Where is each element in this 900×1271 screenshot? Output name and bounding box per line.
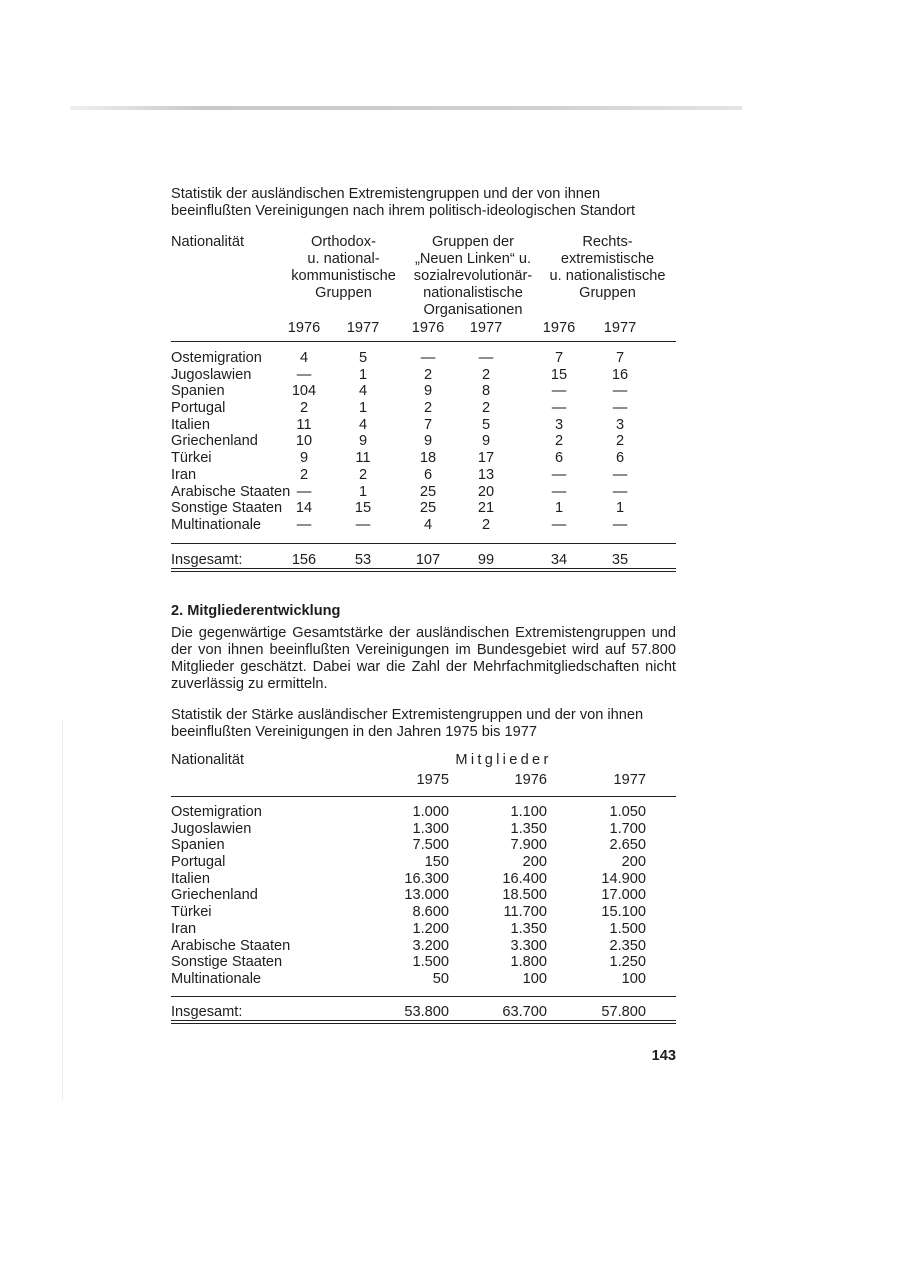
group-header-line: kommunistische bbox=[291, 268, 396, 284]
table-cell: 9 bbox=[423, 383, 433, 400]
group-header-line: Gruppen der bbox=[432, 234, 514, 250]
row-nationality: Portugal bbox=[171, 854, 226, 871]
group-header-line: nationalistische bbox=[423, 285, 523, 301]
table-cell: 9 bbox=[358, 433, 368, 450]
table-cell: — bbox=[612, 466, 628, 483]
group-header-line: Orthodox- bbox=[311, 234, 376, 250]
table-cell: 14 bbox=[295, 500, 313, 517]
table-cell: 16.300 bbox=[404, 870, 449, 887]
table-cell: 2 bbox=[481, 400, 491, 417]
table-cell: — bbox=[296, 366, 312, 383]
double-rule bbox=[171, 568, 676, 572]
year-header: 1977 bbox=[603, 320, 637, 336]
table-cell: 10 bbox=[295, 433, 313, 450]
year-header: 1975 bbox=[416, 772, 449, 788]
table-row bbox=[171, 921, 676, 938]
row-nationality: Arabische Staaten bbox=[171, 937, 291, 954]
table-cell: 11 bbox=[296, 416, 312, 433]
table-row bbox=[171, 350, 676, 367]
table-cell: 5 bbox=[481, 416, 491, 433]
table-cell: 3.300 bbox=[510, 937, 547, 954]
table-cell: 2.650 bbox=[609, 837, 646, 854]
table-cell: 1 bbox=[358, 483, 368, 500]
year-header: 1976 bbox=[287, 320, 321, 336]
row-nationality: Multinationale bbox=[171, 970, 262, 987]
table-cell: 6 bbox=[554, 450, 564, 467]
table-row bbox=[171, 450, 676, 467]
table-cell: 150 bbox=[424, 854, 449, 871]
group-header-line: extremistische bbox=[560, 251, 655, 267]
table-cell: — bbox=[355, 516, 371, 533]
table-cell: 20 bbox=[477, 483, 495, 500]
table-cell: 7 bbox=[615, 350, 625, 366]
year-header: 1977 bbox=[613, 772, 646, 788]
section-title: 2. Mitgliederentwicklung bbox=[171, 603, 341, 619]
table-cell: 5 bbox=[358, 350, 368, 366]
table-cell: 1.200 bbox=[412, 920, 449, 937]
group-header-communist bbox=[281, 234, 406, 302]
table-cell: 2 bbox=[299, 400, 309, 417]
body-paragraph: Die gegenwärtige Gesamtstärke der ausländischen Extremistengruppen und der von ihnen beeinflußten Vereinigungen im Bundesgebiet wird auf 57.800 Mitglieder geschätzt. Dabei war die Zahl der Mehrfachmitgliedschaften nicht zuverlässig zu ermitteln. bbox=[171, 625, 676, 692]
row-nationality: Jugoslawien bbox=[171, 820, 252, 837]
row-nationality: Italien bbox=[171, 870, 210, 887]
table-row bbox=[171, 417, 676, 434]
group-header-line: Rechts- bbox=[582, 234, 633, 250]
year-header: 1976 bbox=[411, 320, 445, 336]
table-row bbox=[171, 821, 676, 838]
row-nationality: Iran bbox=[171, 466, 197, 483]
total-cell: 107 bbox=[415, 552, 441, 568]
table-cell: 4 bbox=[358, 416, 368, 433]
total-cell: 156 bbox=[291, 552, 317, 568]
row-nationality: Italien bbox=[171, 416, 210, 433]
table-cell: 16.400 bbox=[502, 870, 547, 887]
scan-edge-line-left bbox=[62, 720, 63, 1100]
group-header-line: sozialrevolutionär- bbox=[413, 268, 533, 284]
table-cell: 25 bbox=[419, 483, 437, 500]
table-row bbox=[171, 467, 676, 484]
table-row bbox=[171, 367, 676, 384]
row-nationality: Multinationale bbox=[171, 516, 262, 533]
table-row bbox=[171, 400, 676, 417]
table-cell: 1.800 bbox=[510, 954, 547, 971]
table-cell: 1 bbox=[358, 366, 368, 383]
table-cell: 2 bbox=[615, 433, 625, 450]
table-cell: 7.900 bbox=[510, 837, 547, 854]
table-cell: 50 bbox=[432, 970, 449, 987]
table-cell: — bbox=[296, 516, 312, 533]
table-extremist-groups-by-ideology bbox=[171, 234, 676, 579]
table-cell: 15.100 bbox=[601, 904, 646, 921]
table-cell: 18 bbox=[419, 450, 437, 467]
group-header-line: „Neuen Linken“ u. bbox=[414, 251, 531, 267]
table-cell: 1.700 bbox=[609, 820, 646, 837]
table-cell: 1.350 bbox=[510, 920, 547, 937]
double-rule bbox=[171, 1020, 676, 1024]
row-nationality: Portugal bbox=[171, 400, 226, 417]
table-row bbox=[171, 804, 676, 821]
table-cell: 4 bbox=[423, 516, 433, 533]
table-cell: — bbox=[612, 383, 628, 400]
table-cell: 1 bbox=[358, 400, 368, 417]
table-cell: 15 bbox=[354, 500, 372, 517]
table-row bbox=[171, 500, 676, 517]
table-cell: 100 bbox=[522, 970, 547, 987]
group-header-line: Gruppen bbox=[315, 285, 372, 301]
total-cell: 99 bbox=[477, 552, 495, 568]
table-cell: 7.500 bbox=[412, 837, 449, 854]
table-cell: 1.050 bbox=[609, 804, 646, 820]
table-cell: 2 bbox=[423, 366, 433, 383]
table-row bbox=[171, 854, 676, 871]
table-cell: 25 bbox=[419, 500, 437, 517]
total-cell: 34 bbox=[550, 552, 568, 568]
total-cell: 63.700 bbox=[502, 1004, 547, 1020]
table-cell: 2 bbox=[423, 400, 433, 417]
table-cell: — bbox=[551, 516, 567, 533]
table-row bbox=[171, 871, 676, 888]
table-cell: 11.700 bbox=[503, 904, 547, 921]
table-row bbox=[171, 837, 676, 854]
table-cell: 9 bbox=[423, 433, 433, 450]
table-cell: — bbox=[551, 466, 567, 483]
table-row bbox=[171, 971, 676, 988]
table-cell: 8.600 bbox=[412, 904, 449, 921]
table-cell: 18.500 bbox=[502, 887, 547, 904]
table-cell: — bbox=[612, 483, 628, 500]
total-cell: 35 bbox=[611, 552, 629, 568]
table-cell: 1.000 bbox=[412, 804, 449, 820]
table-cell: 1 bbox=[615, 500, 625, 517]
table-row bbox=[171, 433, 676, 450]
table-row bbox=[171, 904, 676, 921]
total-cell: 57.800 bbox=[601, 1004, 646, 1020]
table-cell: 2 bbox=[358, 466, 368, 483]
table-cell: 2 bbox=[481, 516, 491, 533]
year-header: 1977 bbox=[346, 320, 380, 336]
row-nationality: Griechenland bbox=[171, 887, 258, 904]
table-cell: 2 bbox=[299, 466, 309, 483]
group-header-line: u. national- bbox=[307, 251, 380, 267]
table-cell: 4 bbox=[358, 383, 368, 400]
table1-caption: Statistik der ausländischen Extremistengruppen und der von ihnen beeinflußten Vereinigungen nach ihrem politisch-ideologischen Standort bbox=[171, 186, 636, 219]
table-cell: 13.000 bbox=[404, 887, 449, 904]
column-header-nationality: Nationalität bbox=[171, 752, 245, 768]
table-cell: 4 bbox=[299, 350, 309, 366]
table-cell: 15 bbox=[550, 366, 568, 383]
table-cell: — bbox=[551, 483, 567, 500]
row-nationality: Spanien bbox=[171, 383, 225, 400]
year-header: 1976 bbox=[514, 772, 547, 788]
table-cell: 1.100 bbox=[510, 804, 547, 820]
table-cell: 2 bbox=[481, 366, 491, 383]
group-header-new-left bbox=[408, 234, 538, 319]
total-label: Insgesamt: bbox=[171, 1004, 243, 1020]
table-row bbox=[171, 484, 676, 501]
table-cell: 1.500 bbox=[609, 920, 646, 937]
table-cell: — bbox=[551, 383, 567, 400]
table-cell: 6 bbox=[423, 466, 433, 483]
group-header-line: u. nationalistische bbox=[549, 268, 666, 284]
table-row bbox=[171, 383, 676, 400]
table-cell: 17 bbox=[477, 450, 495, 467]
table-cell: 3 bbox=[615, 416, 625, 433]
table-cell: 100 bbox=[621, 970, 646, 987]
table-row bbox=[171, 887, 676, 904]
table-cell: 200 bbox=[522, 854, 547, 871]
group-header-line: Gruppen bbox=[579, 285, 636, 301]
table-cell: 17.000 bbox=[601, 887, 646, 904]
table-cell: 3 bbox=[554, 416, 564, 433]
row-nationality: Iran bbox=[171, 920, 197, 937]
row-nationality: Sonstige Staaten bbox=[171, 500, 283, 517]
row-nationality: Türkei bbox=[171, 450, 212, 467]
table2-caption: Statistik der Stärke ausländischer Extremistengruppen und der von ihnen beeinflußten Vereinigungen in den Jahren 1975 bis 1977 bbox=[171, 707, 644, 740]
table-cell: 7 bbox=[554, 350, 564, 366]
table-cell: 14.900 bbox=[601, 870, 646, 887]
table-cell: 104 bbox=[291, 383, 317, 400]
table-cell: 8 bbox=[481, 383, 491, 400]
table-row bbox=[171, 938, 676, 955]
total-label: Insgesamt: bbox=[171, 552, 243, 568]
row-nationality: Ostemigration bbox=[171, 350, 262, 366]
table-row bbox=[171, 954, 676, 971]
table-cell: 21 bbox=[477, 500, 495, 517]
table-cell: 1 bbox=[554, 500, 564, 517]
column-header-nationality: Nationalität bbox=[171, 234, 245, 250]
total-rule bbox=[171, 996, 676, 997]
table-cell: — bbox=[296, 483, 312, 500]
table-cell: 9 bbox=[299, 450, 309, 467]
table-cell: 11 bbox=[355, 450, 371, 467]
header-rule bbox=[171, 341, 676, 342]
group-header-line: Organisationen bbox=[423, 302, 523, 318]
row-nationality: Ostemigration bbox=[171, 804, 262, 820]
total-cell: 53 bbox=[354, 552, 372, 568]
table-cell: 1.350 bbox=[510, 820, 547, 837]
group-header-right-wing bbox=[539, 234, 676, 302]
row-nationality: Türkei bbox=[171, 904, 212, 921]
table-cell: 1.500 bbox=[412, 954, 449, 971]
table-cell: — bbox=[551, 400, 567, 417]
page-number: 143 bbox=[651, 1048, 676, 1064]
table-cell: 3.200 bbox=[412, 937, 449, 954]
table-membership-by-year bbox=[171, 752, 676, 1027]
table-cell: — bbox=[420, 350, 436, 366]
row-nationality: Jugoslawien bbox=[171, 366, 252, 383]
year-header: 1977 bbox=[469, 320, 503, 336]
table-cell: — bbox=[612, 516, 628, 533]
table-cell: 7 bbox=[423, 416, 433, 433]
table-cell: 16 bbox=[611, 366, 629, 383]
table-cell: 1.300 bbox=[412, 820, 449, 837]
table-cell: 6 bbox=[615, 450, 625, 467]
scan-edge-line bbox=[70, 106, 742, 110]
table2-body bbox=[171, 804, 676, 988]
members-header: Mitglieder bbox=[455, 752, 552, 768]
table-cell: 2 bbox=[554, 433, 564, 450]
row-nationality: Sonstige Staaten bbox=[171, 954, 283, 971]
total-rule bbox=[171, 543, 676, 544]
total-cell: 53.800 bbox=[404, 1004, 449, 1020]
row-nationality: Arabische Staaten bbox=[171, 483, 291, 500]
table-cell: — bbox=[612, 400, 628, 417]
table-cell: — bbox=[478, 350, 494, 366]
table-row bbox=[171, 517, 676, 534]
table-cell: 200 bbox=[621, 854, 646, 871]
row-nationality: Spanien bbox=[171, 837, 225, 854]
table1-total-row bbox=[171, 552, 676, 569]
table-cell: 13 bbox=[477, 466, 495, 483]
table-cell: 9 bbox=[481, 433, 491, 450]
table1-body bbox=[171, 350, 676, 534]
table-cell: 1.250 bbox=[609, 954, 646, 971]
row-nationality: Griechenland bbox=[171, 433, 258, 450]
year-header: 1976 bbox=[542, 320, 576, 336]
table-cell: 2.350 bbox=[609, 937, 646, 954]
header-rule bbox=[171, 796, 676, 797]
